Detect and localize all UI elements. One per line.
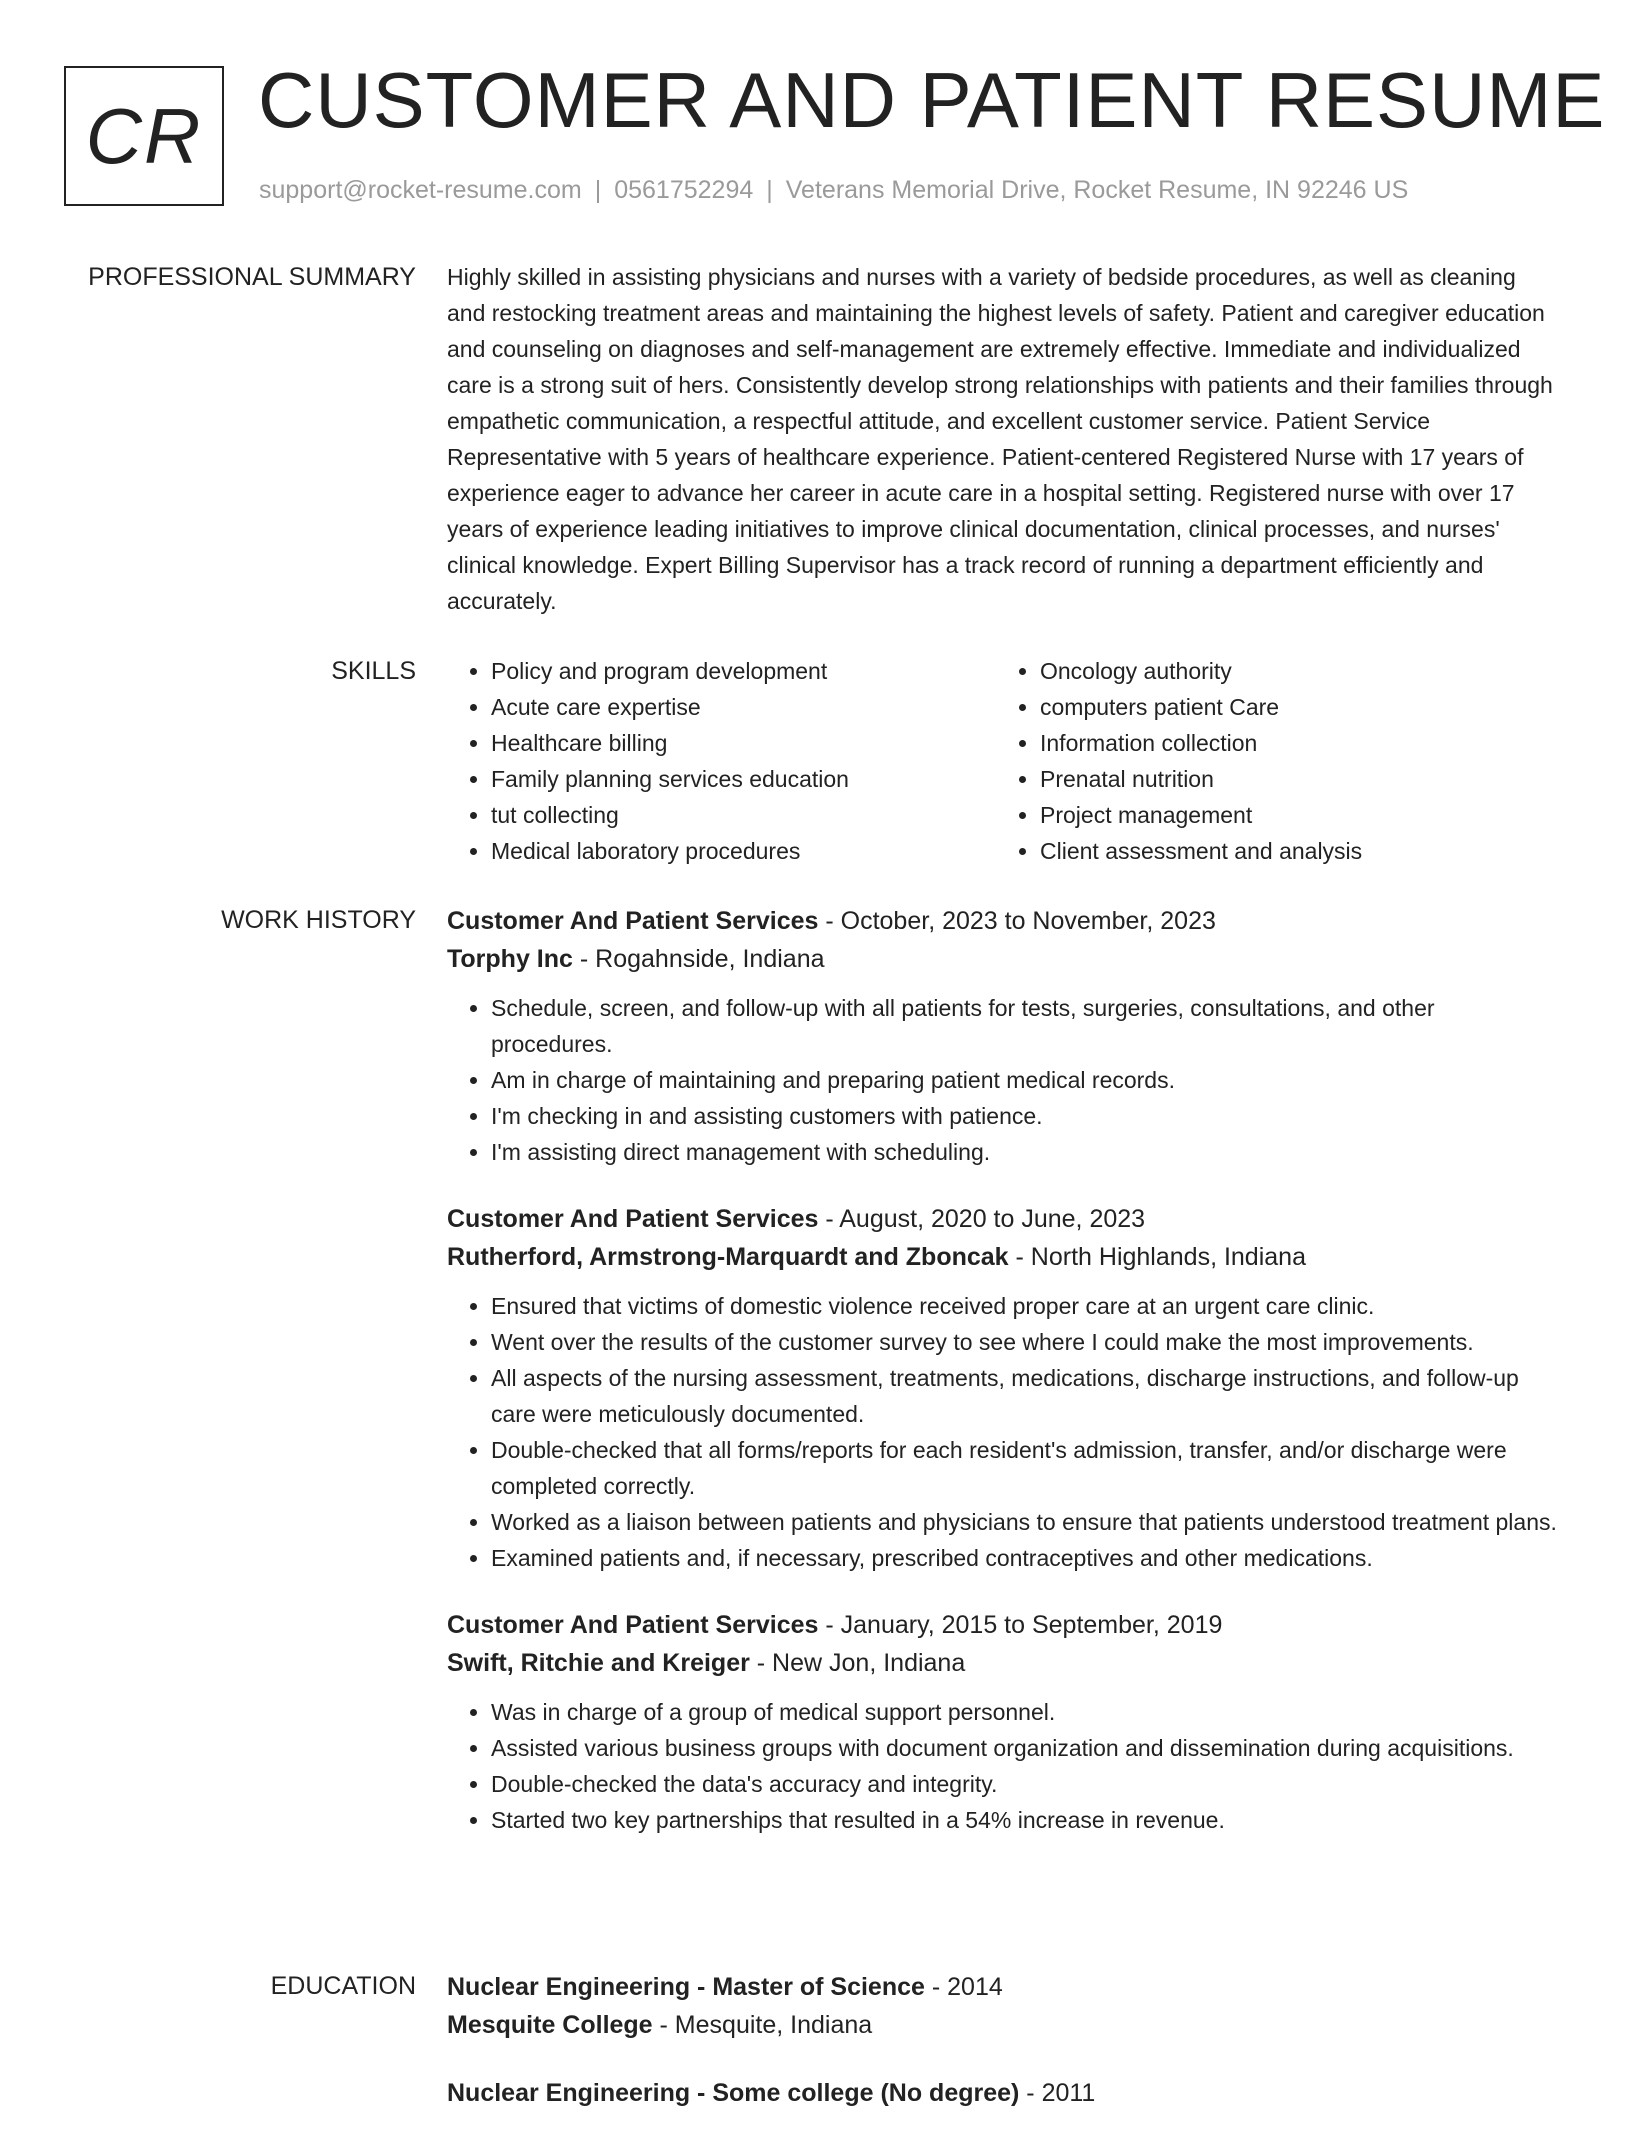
section-label: PROFESSIONAL SUMMARY (88, 263, 416, 291)
job-bullet: • Went over the results of the customer survey to see where I could make the most improvements. (491, 1324, 1557, 1360)
skill-item: • tut collecting (491, 797, 996, 833)
job-bullets (447, 1694, 1557, 1838)
job-bullet: • Am in charge of maintaining and preparing patient medical records. (491, 1062, 1557, 1098)
job-title-line (447, 1200, 1557, 1238)
graduation-year: - 2014 (924, 1973, 1003, 2001)
skill-item: • Acute care expertise (491, 689, 996, 725)
resume-title: CUSTOMER AND PATIENT RESUME (258, 56, 1606, 144)
address: Veterans Memorial Drive, Rocket Resume, IN 92246 US (785, 176, 1409, 204)
job-bullet: • Double-checked the data's accuracy and integrity. (491, 1766, 1557, 1802)
job-bullet: • I'm assisting direct management with scheduling. (491, 1134, 1557, 1170)
job-company-line (447, 1238, 1557, 1276)
graduation-year: - 2011 (1019, 2079, 1096, 2107)
skill-item: • Client assessment and analysis (1040, 833, 1545, 869)
skill-item: • Medical laboratory procedures (491, 833, 996, 869)
job-dates: - October, 2023 to November, 2023 (818, 907, 1216, 935)
skill-item: • Policy and program development (491, 653, 996, 689)
contact-separator: | (766, 176, 773, 204)
email[interactable]: support@rocket-resume.com (259, 176, 582, 204)
company-location: - New Jon, Indiana (749, 1649, 966, 1677)
contact-line (259, 176, 1408, 205)
job-title-line (447, 1606, 1557, 1644)
skill-item: • Family planning services education (491, 761, 996, 797)
section-label: EDUCATION (270, 1972, 416, 2000)
job-dates: - August, 2020 to June, 2023 (818, 1205, 1146, 1233)
skills-list-left (447, 653, 996, 869)
contact-separator: | (594, 176, 602, 204)
job-bullet: • Schedule, screen, and follow-up with all patients for tests, surgeries, consultations, and other procedures. (491, 990, 1557, 1062)
company-location: - North Highlands, Indiana (1008, 1243, 1306, 1271)
skill-item: • Information collection (1040, 725, 1545, 761)
job-company-line (447, 940, 1557, 978)
degree: Nuclear Engineering - Some college (No degree) (447, 2079, 1020, 2107)
job-entry (447, 902, 1557, 1170)
monogram: CR (64, 66, 224, 206)
job-bullet: • Assisted various business groups with document organization and dissemination during acquisitions. (491, 1730, 1557, 1766)
job-company-line (447, 1644, 1557, 1682)
education-body (447, 1968, 1557, 2142)
skill-item: • Project management (1040, 797, 1545, 833)
summary-text: Highly skilled in assisting physicians and nurses with a variety of bedside procedures, as well as cleaning and restocking treatment areas and maintaining the highest levels of safety. Patient and caregiver education and counseling on diagnoses and self-management are extremely effective. Immediate and individualized care is a strong suit of hers. Consistently develop strong relationships with patients and their families through empathetic communication, a respectful attitude, and excellent customer service. Patient Service Representative with 5 years of healthcare experience. Patient-centered Registered Nurse with 17 years of experience eager to advance her career in acute care in a hospital setting. Registered nurse with over 17 years of experience leading initiatives to improve clinical documentation, clinical processes, and nurses' clinical knowledge. Expert Billing Supervisor has a track record of running a department efficiently and accurately. (447, 264, 1553, 614)
skill-item: • computers patient Care (1040, 689, 1545, 725)
education-entry (447, 1968, 1557, 2044)
summary-body (447, 259, 1557, 619)
job-bullet: • Started two key partnerships that resulted in a 54% increase in revenue. (491, 1802, 1557, 1838)
job-title-line (447, 902, 1557, 940)
skill-item: • Oncology authority (1040, 653, 1545, 689)
school-name: Mesquite College (447, 2011, 653, 2039)
degree-line (447, 1968, 1557, 2006)
school-location: - Mesquite, Indiana (652, 2011, 873, 2039)
job-title: Customer And Patient Services (447, 1611, 819, 1639)
education-entry (447, 2074, 1557, 2112)
company-name: Rutherford, Armstrong-Marquardt and Zboncak (447, 1243, 1009, 1271)
skill-item: • Healthcare billing (491, 725, 996, 761)
job-entry (447, 1200, 1557, 1576)
skills-list-right (996, 653, 1545, 869)
job-bullet: • I'm checking in and assisting customers with patience. (491, 1098, 1557, 1134)
job-bullet: • Ensured that victims of domestic violence received proper care at an urgent care clinic. (491, 1288, 1557, 1324)
job-title: Customer And Patient Services (447, 1205, 819, 1233)
section-label: SKILLS (331, 657, 416, 685)
skill-item: • Prenatal nutrition (1040, 761, 1545, 797)
section-label: WORK HISTORY (221, 906, 416, 934)
school-line (447, 2006, 1557, 2044)
company-name: Swift, Ritchie and Kreiger (447, 1649, 750, 1677)
job-bullet: • Worked as a liaison between patients and physicians to ensure that patients understood treatment plans. (491, 1504, 1557, 1540)
job-title: Customer And Patient Services (447, 907, 819, 935)
job-bullet: • All aspects of the nursing assessment, treatments, medications, discharge instructions, and follow-up care were meticulously documented. (491, 1360, 1557, 1432)
job-bullets (447, 1288, 1557, 1576)
job-bullet: • Was in charge of a group of medical support personnel. (491, 1694, 1557, 1730)
job-dates: - January, 2015 to September, 2019 (818, 1611, 1223, 1639)
work-body (447, 902, 1557, 1868)
company-name: Torphy Inc (447, 945, 573, 973)
degree: Nuclear Engineering - Master of Science (447, 1973, 925, 2001)
skills-body (447, 653, 1557, 869)
company-location: - Rogahnside, Indiana (572, 945, 825, 973)
phone[interactable]: 0561752294 (614, 176, 754, 204)
degree-line (447, 2074, 1557, 2112)
job-entry (447, 1606, 1557, 1838)
job-bullet: • Double-checked that all forms/reports for each resident's admission, transfer, and/or discharge were completed correctly. (491, 1432, 1557, 1504)
job-bullet: • Examined patients and, if necessary, prescribed contraceptives and other medications. (491, 1540, 1557, 1576)
job-bullets (447, 990, 1557, 1170)
